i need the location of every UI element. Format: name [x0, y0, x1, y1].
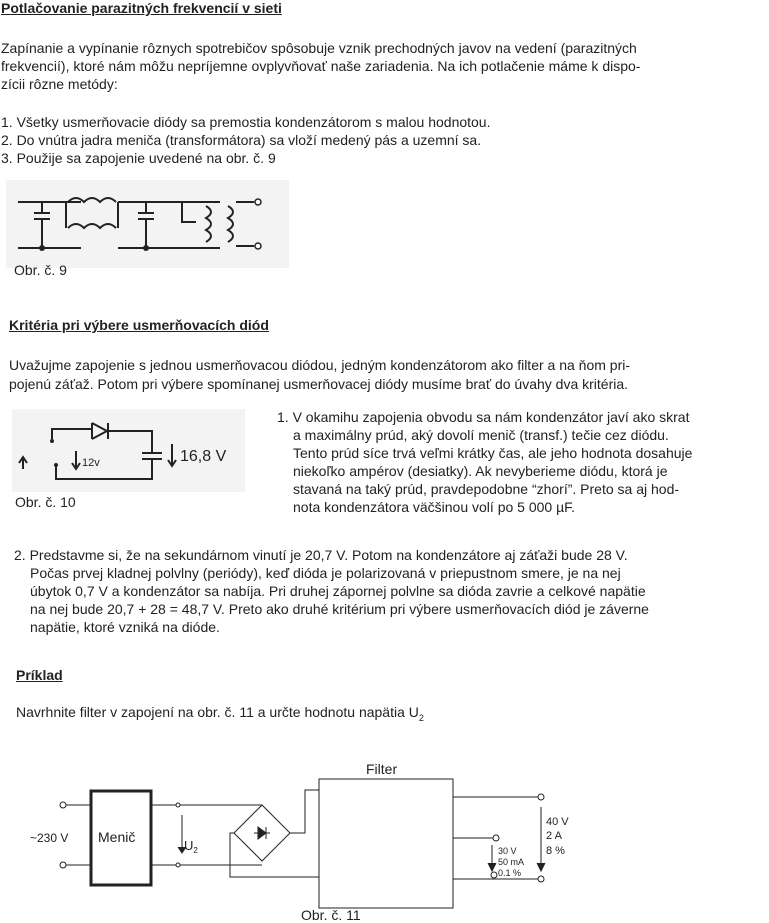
section2-heading: Kritéria pri výbere usmerňovacích diód: [9, 317, 269, 333]
criterion-1-line3: Tento prúd síce trvá veľmi krátky čas, ale jeho hodnota dosahuje: [293, 445, 693, 461]
output1-ripple: 8 %: [546, 845, 565, 857]
section2-intro-line1: Uvažujme zapojenie s jednou usmerňovacou diódou, jedným kondenzátorom ako filter a na ňom pri-: [9, 357, 631, 373]
figure-10-caption: Obr. č. 10: [15, 494, 76, 510]
output2-voltage: 30 V: [498, 846, 517, 856]
section1-list-item-3: 3. Použije sa zapojenie uvedené na obr. č. 9: [1, 150, 276, 166]
figure-9-caption: Obr. č. 9: [14, 262, 67, 278]
section1-list-item-2: 2. Do vnútra jadra meniča (transformátora) sa vloží medený pás a uzemní sa.: [1, 132, 482, 148]
section1-intro-line3: zícii rôzne metódy:: [1, 76, 118, 92]
criterion-1-line4: niekoľko ampérov (desiatky). Ak nevyberieme diódu, ktorá je: [293, 463, 668, 479]
filter-box: [319, 779, 453, 908]
output1-current: 2 A: [546, 830, 562, 842]
figure-10-sketch: [12, 409, 245, 492]
section3-task-text: Navrhnite filter v zapojení na obr. č. 11 a určte hodnotu napätia U: [16, 704, 419, 720]
criterion-2-line5: napätie, ktoré vzniká na dióde.: [30, 619, 220, 635]
figure-9-sketch: [6, 180, 289, 268]
section1-intro-line2: frekvencií), ktoré nám môžu nepríjemne ovplyvňovať naše zariadenia. Na ich potlačenie máme k dispo-: [1, 58, 641, 74]
figure-9-circuit: [6, 180, 289, 268]
section1-heading: Potlačovanie parazitných frekvencií v sieti: [1, 0, 282, 16]
input-voltage-label: ~230 V: [30, 831, 69, 845]
section3-task: [16, 703, 424, 727]
section2-intro-line2: pojenú záťaž. Potom pri výbere spomínanej usmerňovacej diódy musíme brať do úvahy dva kritéria.: [9, 376, 629, 392]
figure-10-circuit: [12, 409, 245, 492]
u2-label-main: U: [184, 838, 194, 853]
u2-label-subscript: 2: [193, 846, 198, 855]
figure-11-caption: Obr. č. 11: [301, 907, 361, 923]
section1-list-item-1: 1. Všetky usmerňovacie diódy sa premostia kondenzátorom s malou hodnotou.: [1, 114, 491, 130]
criterion-1-line6: nota kondenzátora väčšinou volí po 5 000 µF.: [293, 499, 576, 515]
criterion-2-line2: Počas prvej kladnej polvlny (periódy), keď dióda je polarizovaná v priepustnom smere, je na nej: [30, 565, 621, 581]
filter-label: Filter: [366, 761, 398, 777]
figure-10-label-12v: 12v: [82, 457, 100, 469]
u2-label: [184, 838, 198, 855]
criterion-1-line5: stavaná na taký prúd, pravdepodobne “zhorí”. Preto sa aj hod-: [293, 481, 680, 497]
section3-heading: Príklad: [16, 667, 63, 683]
section1-intro-line1: Zapínanie a vypínanie rôznych spotrebičov spôsobuje vznik prechodných javov na vedení (parazitných: [1, 40, 637, 56]
criterion-1-line1: 1. V okamihu zapojenia obvodu sa nám kondenzátor javí ako skrat: [277, 409, 690, 425]
criterion-1-line2: a maximálny prúd, aký dovolí menič (transf.) tečie cez diódu.: [293, 427, 669, 443]
criterion-2-line3: úbytok 0,7 V a kondenzátor sa nabíja. Pri druhej zápornej polvlne sa dióda zavrie a celkové napätie: [30, 583, 646, 599]
figure-11-schematic: [0, 755, 769, 923]
output1-voltage: 40 V: [546, 816, 569, 828]
figure-10-label-16-8v: 16,8 V: [180, 448, 227, 465]
output2-current: 50 mA: [498, 857, 525, 867]
criterion-2-line4: na nej bude 20,7 + 28 = 48,7 V. Preto ako druhé kritérium pri výbere usmerňovacích diód je záverne: [30, 601, 649, 617]
criterion-2-line1: 2. Predstavme si, že na sekundárnom vinutí je 20,7 V. Potom na kondenzátore aj záťaži bude 28 V.: [14, 547, 628, 563]
output2-ripple: 0.1 %: [498, 868, 522, 878]
section3-task-subscript: 2: [418, 712, 424, 723]
menic-label: Menič: [98, 829, 136, 845]
